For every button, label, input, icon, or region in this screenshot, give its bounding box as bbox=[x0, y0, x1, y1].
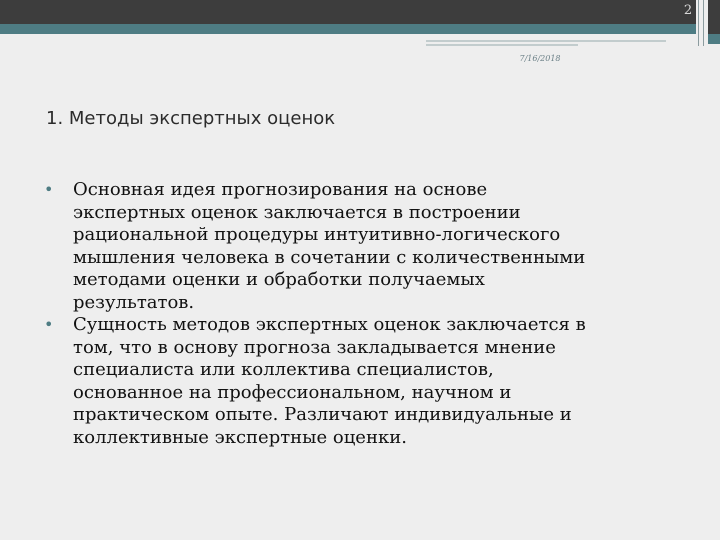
date-underline bbox=[426, 40, 666, 42]
bullet-line: основанное на профессиональном, научном и bbox=[73, 381, 512, 403]
header-divider-line bbox=[703, 0, 704, 46]
bullet-line: том, что в основу прогноза закладывается мнение bbox=[73, 336, 556, 358]
bullet-list bbox=[44, 179, 684, 449]
bullet-line: результатов. bbox=[73, 291, 195, 313]
slide-title: 1. Методы экспертных оценок bbox=[46, 108, 336, 129]
bullet-line: мышления человека в сочетании с количественными bbox=[73, 246, 586, 268]
bullet-line: Сущность методов экспертных оценок заключается в bbox=[73, 314, 586, 335]
bullet-icon: • bbox=[44, 180, 54, 199]
bullet-line: Основная идея прогнозирования на основе bbox=[73, 179, 488, 200]
bullet-line: практическом опыте. Различают индивидуальные и bbox=[73, 404, 572, 425]
header-dark-bar bbox=[0, 0, 696, 24]
bullet-line: экспертных оценок заключается в построении bbox=[73, 201, 521, 223]
bullet-line: специалиста или коллектива специалистов, bbox=[73, 359, 494, 380]
bullet-line: коллективные экспертные оценки. bbox=[73, 426, 407, 448]
bullet-item bbox=[44, 179, 684, 314]
corner-accent-block bbox=[708, 34, 720, 44]
bullet-item bbox=[44, 314, 684, 449]
bullet-icon: • bbox=[44, 315, 54, 334]
bullet-line: методами оценки и обработки получаемых bbox=[73, 269, 485, 290]
slide-date: 7/16/2018 bbox=[519, 54, 561, 63]
slide-number: 2 bbox=[683, 3, 693, 18]
header-accent-bar bbox=[0, 24, 696, 34]
header-divider-line bbox=[698, 0, 699, 46]
corner-dark-block bbox=[708, 0, 720, 34]
bullet-line: рациональной процедуры интуитивно-логического bbox=[73, 224, 561, 245]
date-underline bbox=[426, 44, 578, 46]
